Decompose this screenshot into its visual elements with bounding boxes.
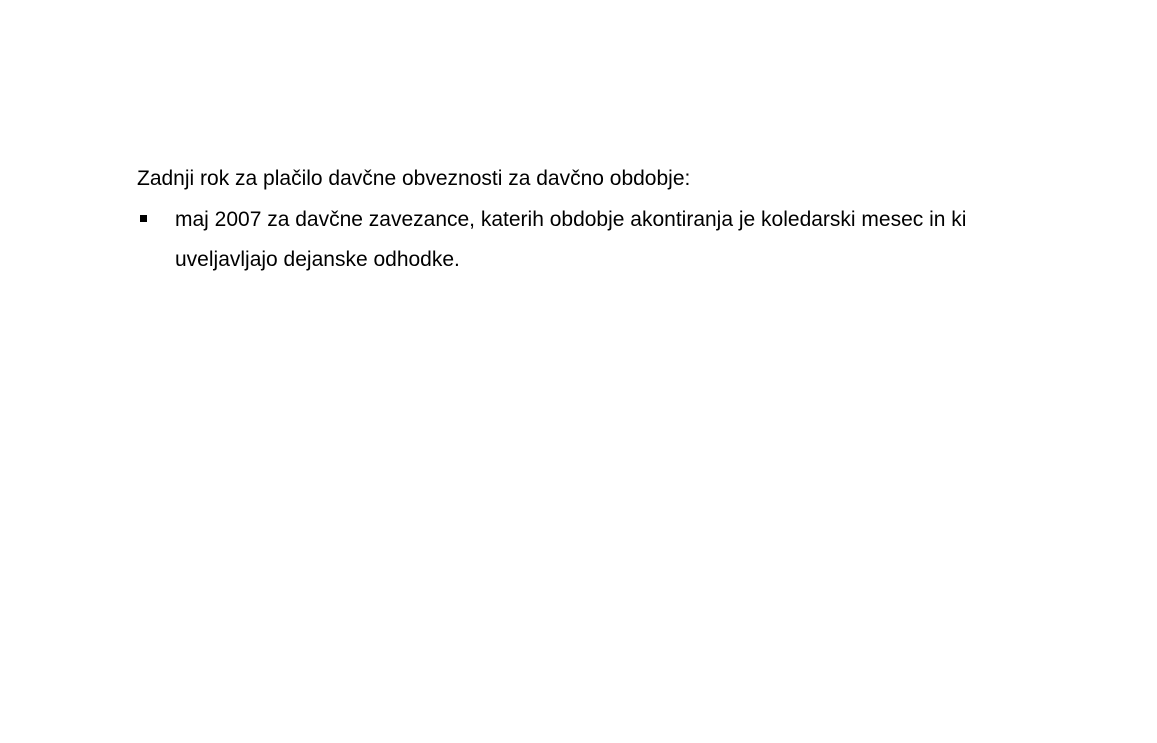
list-item bbox=[137, 200, 1035, 280]
list-item-text: maj 2007 za davčne zavezance, katerih obdobje akontiranja je koledarski mesec in ki uveljavljajo dejanske odhodke. bbox=[175, 208, 967, 271]
bullet-list bbox=[137, 200, 1037, 280]
document-body bbox=[137, 164, 1037, 280]
square-bullet-icon bbox=[140, 215, 147, 222]
intro-paragraph: Zadnji rok za plačilo davčne obveznosti za davčno obdobje: bbox=[137, 167, 691, 190]
